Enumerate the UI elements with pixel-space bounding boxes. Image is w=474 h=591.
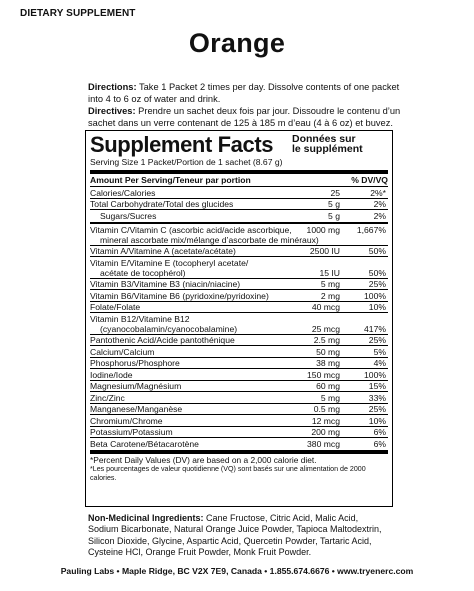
nutrient-amount: 2.5 mg <box>313 335 340 345</box>
facts-title-fr-line1: Données sur <box>292 133 356 145</box>
nutrient-amount: 50 mg <box>316 346 340 357</box>
nutrient-name: Zinc/Zinc <box>90 392 125 403</box>
nutrient-dv: 50% <box>368 267 386 278</box>
directions-en <box>88 82 410 105</box>
nutrient-amount: 380 mcg <box>307 438 340 449</box>
nutrient-row <box>90 427 388 439</box>
nutrient-name-line1: Vitamin E/Vitamine E (tocopheryl acetate/ <box>90 257 249 268</box>
nutrient-amount: 1000 mg <box>306 224 340 235</box>
nutrient-amount: 2500 IU <box>309 246 340 256</box>
nutrient-amount: 2 mg <box>320 290 340 301</box>
nutrient-name: Calories/Calories <box>90 187 156 198</box>
nutrient-dv: 25% <box>368 404 386 414</box>
nutrient-row <box>90 313 388 335</box>
nutrient-dv: 100% <box>364 369 386 380</box>
nutrient-name-line1: Vitamin C/Vitamin C (ascorbic acid/acide ascorbique, <box>90 224 292 235</box>
nutrient-row <box>90 199 388 211</box>
nutrient-name: Beta Carotene/Bétacarotène <box>90 438 199 449</box>
nutrient-amount: 60 mg <box>316 381 340 391</box>
nutrient-dv: 10% <box>368 415 386 426</box>
nutrient-name: Calcium/Calcium <box>90 346 155 357</box>
ingredients-text: Cane Fructose, Citric Acid, Malic Acid, Sodium Bicarbonate, Natural Orange Juice Powder, Tapioca Maltodextrin, Silicon Dioxide, Glycine, Aspartic Acid, Quercetin Powder, Tartaric Acid, Cysteine HCl, Orange Fruit Powder, Monk Fruit Powder. <box>88 513 382 558</box>
nutrient-row <box>90 257 388 279</box>
nutrient-amount: 25 mcg <box>311 323 340 334</box>
nutrient-name: Phosphorus/Phosphore <box>90 358 180 368</box>
nutrient-amount: 38 mg <box>316 358 340 368</box>
company-footer: Pauling Labs • Maple Ridge, BC V2X 7E9, Canada • 1.855.674.6676 • www.tryenerc.com <box>60 566 414 576</box>
nutrient-name: Folate/Folate <box>90 302 141 312</box>
nutrient-amount: 5 mg <box>320 279 340 289</box>
nutrient-amount: 150 mcg <box>307 369 340 380</box>
macros-group <box>90 187 388 222</box>
nutrient-amount: 15 IU <box>319 267 340 278</box>
nutrient-amount: 5 g <box>328 210 340 221</box>
nutrient-row <box>90 279 388 291</box>
nutrient-amount: 12 mcg <box>311 415 340 426</box>
facts-title: Supplement Facts <box>90 132 274 157</box>
facts-title-fr-line2: le supplément <box>292 143 363 155</box>
nutrient-dv: 5% <box>373 346 386 357</box>
non-medicinal-ingredients <box>88 513 388 559</box>
nutrient-name-line1: Vitamin B12/Vitamine B12 <box>90 313 190 324</box>
nutrient-dv: 2% <box>373 210 386 221</box>
nutrient-dv: 15% <box>368 381 386 391</box>
nutrient-row <box>90 392 388 404</box>
nutrient-dv: 50% <box>368 246 386 256</box>
nutrient-amount: 5 mg <box>320 392 340 403</box>
nutrient-dv: 33% <box>368 392 386 403</box>
nutrient-name: Sugars/Sucres <box>100 210 157 221</box>
nutrient-row <box>90 335 388 347</box>
nutrient-row <box>90 246 388 258</box>
amount-per-serving-header: Amount Per Serving/Teneur par portion <box>90 175 251 185</box>
nutrient-dv: 6% <box>373 438 386 449</box>
directions-en-text: Take 1 Packet 2 times per day. Dissolve contents of one packet into 4 to 6 oz of water and drink. <box>88 82 400 104</box>
nutrient-amount: 200 mg <box>311 427 340 437</box>
nutrient-row <box>90 358 388 370</box>
nutrient-name <box>90 314 237 334</box>
nutrient-row <box>90 346 388 358</box>
nutrient-amount: 5 g <box>328 199 340 209</box>
nutrient-amount: 25 <box>330 187 340 198</box>
nutrient-row <box>90 187 388 199</box>
dietary-supplement-label: DIETARY SUPPLEMENT <box>20 8 136 19</box>
nutrient-dv: 417% <box>364 323 386 334</box>
thick-divider-bottom <box>90 450 388 454</box>
directions-en-label: Directions: <box>88 82 137 92</box>
nutrients-group <box>90 224 388 450</box>
nutrient-dv: 1,667% <box>356 224 386 235</box>
nutrient-dv: 2%* <box>370 187 386 198</box>
nutrient-dv: 100% <box>364 290 386 301</box>
dv-header: % DV/VQ <box>351 175 388 185</box>
product-title: Orange <box>188 28 286 58</box>
nutrient-row <box>90 224 388 246</box>
nutrient-dv: 10% <box>368 302 386 312</box>
footnote-en: *Percent Daily Values (DV) are based on a 2,000 calorie diet. <box>90 454 317 465</box>
nutrient-name: Vitamin A/Vitamine A (acetate/acétate) <box>90 246 236 256</box>
nutrient-name: Vitamin B3/Vitamine B3 (niacin/niacine) <box>90 279 241 289</box>
nutrient-row <box>90 404 388 416</box>
nutrient-name-line2: mineral ascorbate mix/mélange d’ascorbate de minéraux) <box>100 234 319 245</box>
nutrient-dv: 4% <box>373 358 386 368</box>
serving-size: Serving Size 1 Packet/Portion de 1 sachet (8.67 g) <box>90 157 283 167</box>
nutrient-row <box>90 210 388 222</box>
thick-divider <box>90 170 388 174</box>
nutrient-dv: 25% <box>368 279 386 289</box>
nutrient-name: Magnesium/Magnésium <box>90 381 182 391</box>
nutrient-dv: 25% <box>368 335 386 345</box>
facts-title-fr <box>292 134 363 154</box>
nutrient-name: Total Carbohydrate/Total des glucides <box>90 199 234 209</box>
facts-header <box>90 131 388 157</box>
nutrient-row <box>90 302 388 314</box>
nutrient-name: Chromium/Chrome <box>90 415 163 426</box>
nutrient-name: Vitamin B6/Vitamine B6 (pyridoxine/pyridoxine) <box>90 290 269 301</box>
nutrient-row <box>90 415 388 427</box>
column-header-row <box>90 175 388 186</box>
footnote-fr: *Les pourcentages de valeur quotidienne (VQ) sont basés sur une alimentation de 2000 calories. <box>90 464 366 482</box>
nutrient-amount: 40 mcg <box>311 302 340 312</box>
supplement-facts-panel <box>85 130 393 507</box>
nutrient-name: Manganese/Manganèse <box>90 404 183 414</box>
nutrient-name: Iodine/Iode <box>90 369 133 380</box>
nutrient-name <box>90 258 248 278</box>
nutrient-row <box>90 438 388 450</box>
nutrient-amount: 0.5 mg <box>313 404 340 414</box>
nutrient-name-line2: (cyanocobalamin/cyanocobalamine) <box>100 323 238 334</box>
directions-fr-text: Prendre un sachet deux fois par jour. Dissoudre le contenu d’un sachet dans un verre contenant de 125 à 185 m d’eau (4 à 6 oz) et buvez. <box>88 106 401 128</box>
nutrient-name <box>90 225 319 245</box>
ingredients-label: Non-Medicinal Ingredients: <box>88 513 204 523</box>
nutrient-name: Pantothenic Acid/Acide pantothénique <box>90 335 235 345</box>
nutrient-dv: 6% <box>373 427 386 437</box>
directions-fr <box>88 106 410 129</box>
nutrient-dv: 2% <box>373 199 386 209</box>
directions-fr-label: Directives: <box>88 106 136 116</box>
nutrient-row <box>90 369 388 381</box>
nutrient-name: Potassium/Potassium <box>90 427 173 437</box>
nutrient-row <box>90 290 388 302</box>
nutrient-row <box>90 381 388 393</box>
nutrient-name-line2: acétate de tocophérol) <box>100 267 186 278</box>
